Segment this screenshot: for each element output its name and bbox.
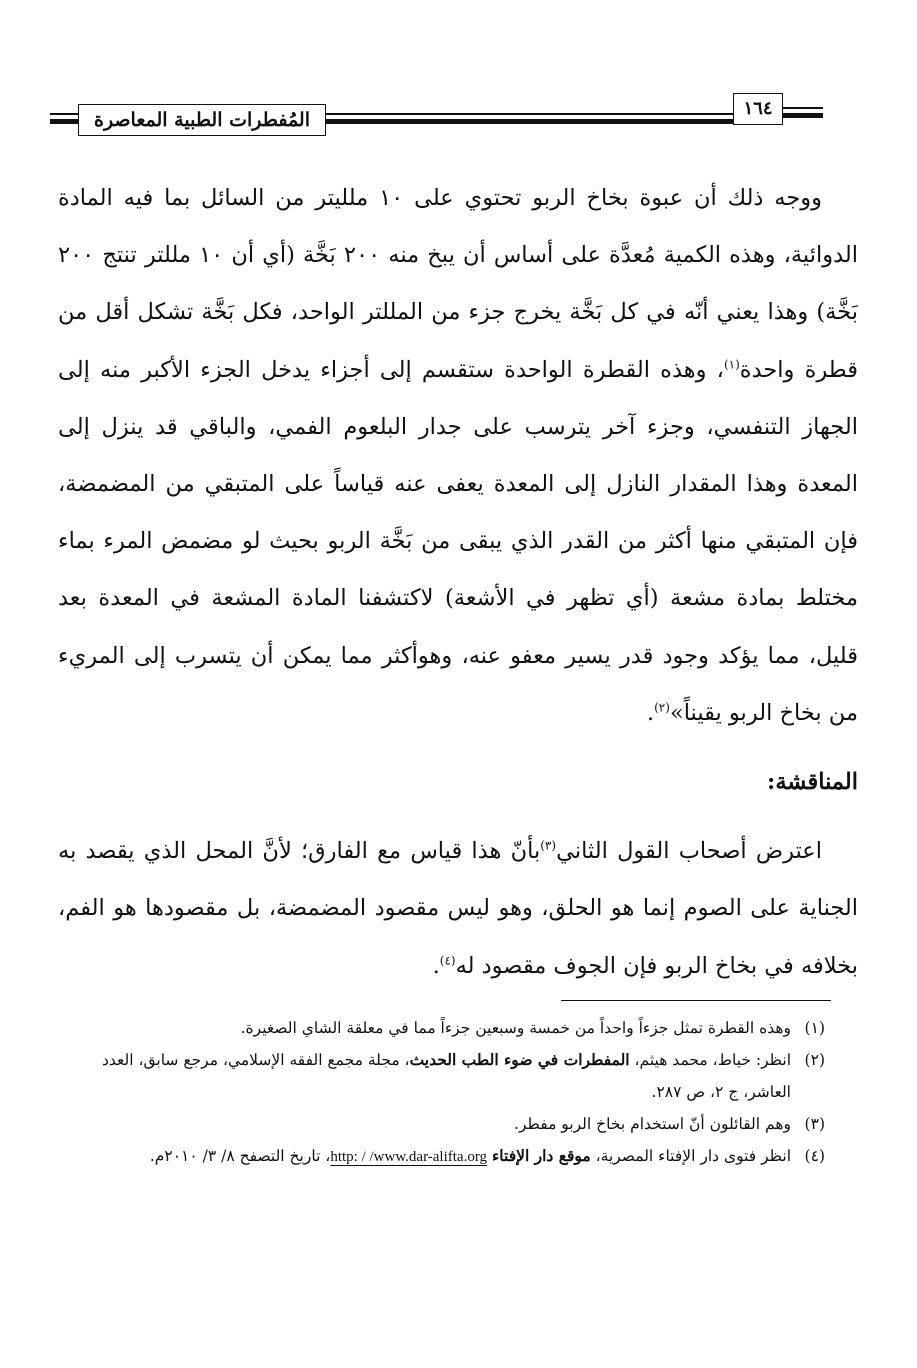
paragraph-2 bbox=[58, 823, 858, 995]
footnote-text-b: ، تاريخ التصفح ٨/ ٣/ ٢٠١٠م. bbox=[149, 1147, 331, 1165]
paragraph-1 bbox=[58, 170, 858, 742]
footnote-text-a: انظر فتوى دار الإفتاء المصرية، bbox=[590, 1147, 791, 1165]
section-heading: المناقشة: bbox=[767, 769, 858, 796]
paragraph-1-text-b: ، وهذه القطرة الواحدة ستقسم إلى أجزاء يدخل الجزء الأكبر منه إلى الجهاز التنفسي، وجزء آخر يترسب على جدار البلعوم الفمي، والباقي قد ينزل إلى المعدة وهذا المقدار النازل إلى المعدة يعفى عنه قياساً على المتبقي من المضمضة، فإن المتبقي منها أكثر من القدر الذي يبقى من بَخَّة الربو بحيث لو مضمض المرء بماء مختلط بمادة مشعة (أي تظهر في الأشعة) لاكتشفنا المادة المشعة في المعدة بعد قليل، مما يؤكد وجود قدر يسير معفو عنه، وهوأكثر مما يمكن أن يتسرب إلى المريء من بخاخ الربو يقيناً» bbox=[58, 356, 858, 726]
paragraph-1-end: . bbox=[646, 699, 655, 726]
footnote-ref-4[interactable]: (٤) bbox=[439, 953, 456, 968]
footnote-text: وهم القائلون أنّ استخدام بخاخ الربو مفطر. bbox=[514, 1115, 791, 1133]
header-rule-top-left bbox=[50, 113, 78, 115]
footnote-url-link[interactable]: http: / /www.dar-alifta.org bbox=[330, 1149, 488, 1165]
footnote-3 bbox=[60, 1108, 825, 1140]
footnote-1 bbox=[60, 1012, 825, 1044]
footnote-text-a: انظر: خياط، محمد هيثم، bbox=[629, 1051, 791, 1069]
header-rule-thick-mid bbox=[326, 119, 733, 124]
book-title: المُفطرات الطبية المعاصرة bbox=[78, 104, 326, 136]
footnote-text: وهذه القطرة تمثل جزءاً واحداً من خمسة وسبعين جزءاً مما في معلقة الشاي الصغيرة. bbox=[240, 1019, 791, 1037]
footnote-ref-3[interactable]: (٣) bbox=[540, 838, 557, 853]
footnote-number: (٤) bbox=[804, 1147, 825, 1165]
main-text bbox=[58, 170, 858, 995]
header-rule-thick-left bbox=[50, 119, 78, 124]
page-number: ١٦٤ bbox=[733, 93, 783, 125]
footnote-source-title: المفطرات في ضوء الطب الحديث bbox=[409, 1050, 630, 1069]
header-rule-top-mid bbox=[326, 113, 733, 115]
paragraph-2-text-b: بأنّ هذا قياس مع الفارق؛ لأنَّ المحل الذي يقصد به الجناية على الصوم إنما هو الحلق، وهو ليس مقصود المضمضة، بل مقصودها هو الفم، بخلافه في بخاخ الربو فإن الجوف مقصود له bbox=[58, 838, 858, 979]
footnote-source-title: موقع دار الإفتاء bbox=[492, 1146, 591, 1165]
footnote-number: (٣) bbox=[804, 1115, 825, 1133]
footnote-text-b: ، مجلة مجمع الفقه الإسلامي، مرجع سابق، العدد العاشر، ج ٢، ص ٢٨٧. bbox=[101, 1051, 791, 1101]
header-rule-top-right bbox=[783, 107, 823, 109]
footnote-separator bbox=[561, 1000, 831, 1001]
footnote-ref-1[interactable]: (١) bbox=[723, 357, 740, 372]
footnote-2 bbox=[60, 1044, 825, 1108]
footnote-ref-2[interactable]: (٢) bbox=[654, 700, 670, 715]
footnote-number: (١) bbox=[804, 1019, 825, 1037]
footnotes bbox=[60, 1012, 825, 1173]
paragraph-2-end: . bbox=[432, 952, 440, 979]
running-header bbox=[0, 0, 917, 150]
footnote-number: (٢) bbox=[804, 1051, 825, 1069]
paragraph-1-text-a: ووجه ذلك أن عبوة بخاخ الربو تحتوي على ١٠ ملليتر من السائل بما فيه المادة الدوائية، وهذه الكمية مُعدَّة على أساس أن يبخ منه ٢٠٠ بَخَّة (أي أن ١٠ مللتر تنتج ٢٠٠ بَخَّة) وهذا يعني أنّه في كل بَخَّة يخرج جزء من المللتر الواحد، فكل بَخَّة تشكل أقل من قطرة واحدة bbox=[58, 185, 858, 383]
footnote-4 bbox=[60, 1140, 825, 1173]
paragraph-2-text-a: اعترض أصحاب القول الثاني bbox=[556, 838, 822, 865]
header-rule-thick-right bbox=[783, 113, 823, 118]
